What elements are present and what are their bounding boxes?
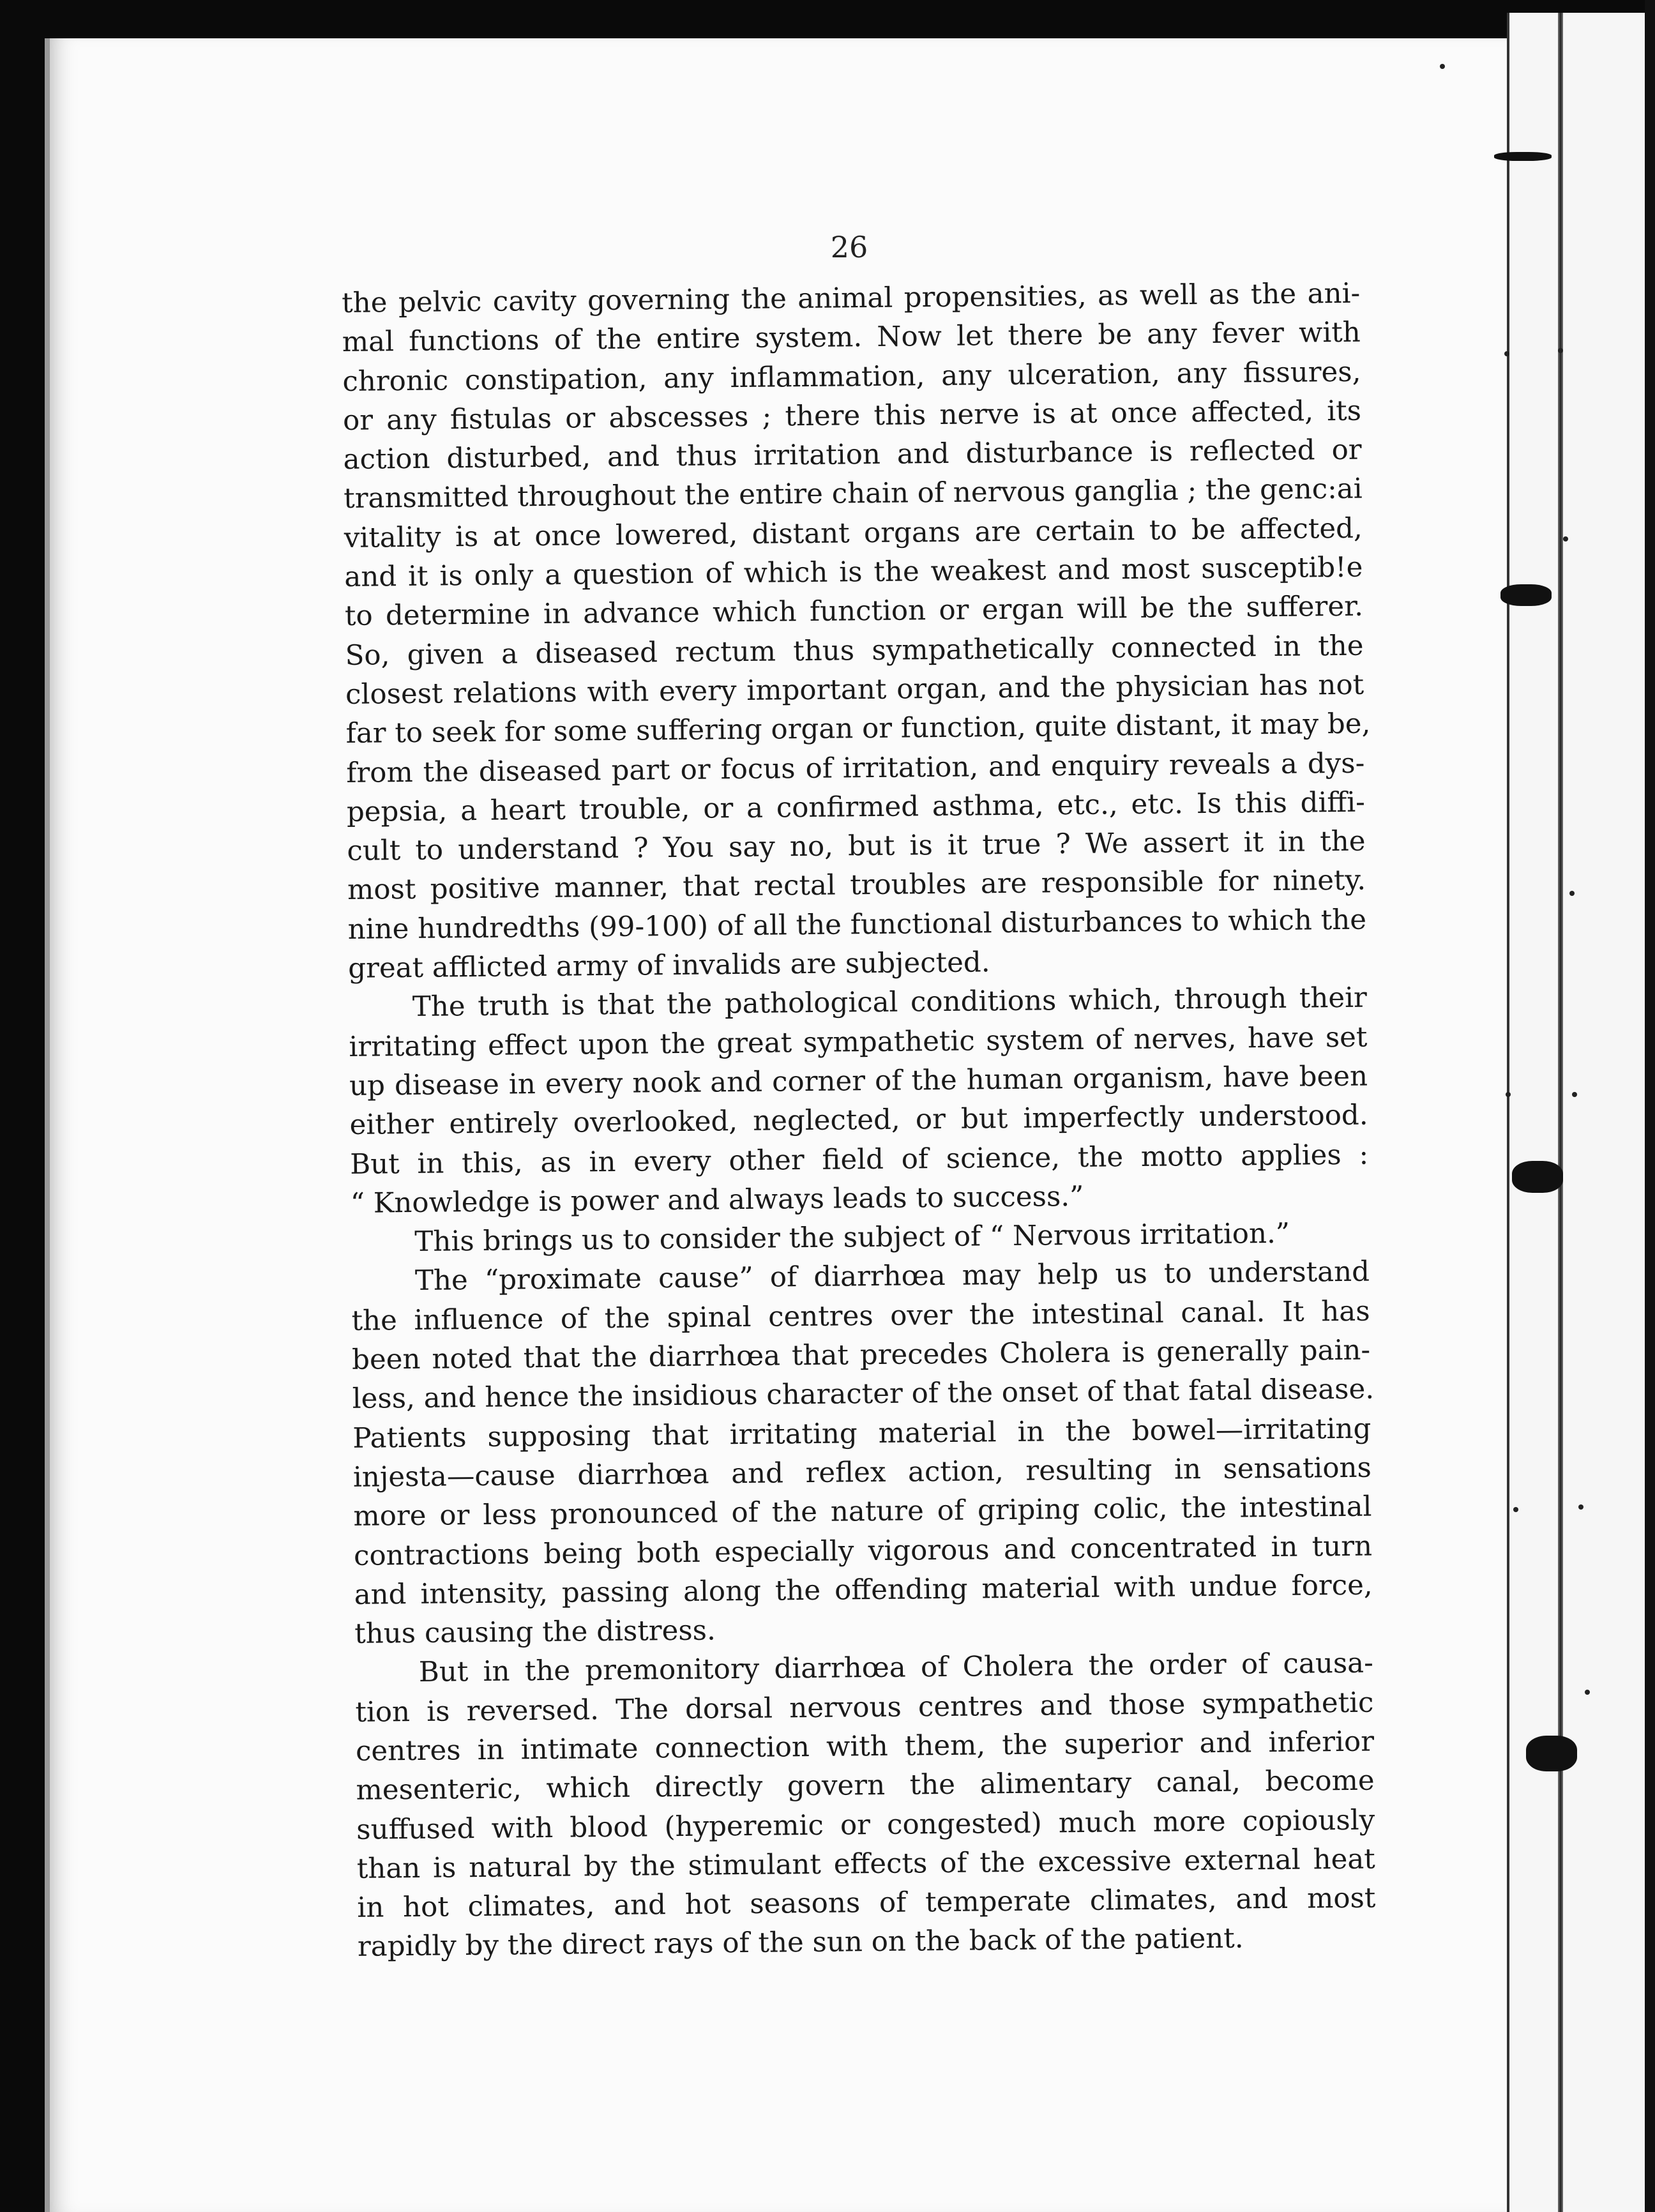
text-line: rapidly by the direct rays of the sun on the back of the patient. [357,1923,1244,1964]
text-line: to determine in advance which function or ergan will be the sufferer. [344,591,1364,633]
text-line: transmitted throughout the entire chain of nervous ganglia ; the genc:ai [343,473,1363,515]
text-line: chronic constipation, any inflammation, any ulceration, any fissures, [342,356,1361,398]
text-line: great afflicted army of invalids are subjected. [348,946,990,985]
text-line: suffused with blood (hyperemic or congested) much more copiously [356,1804,1375,1846]
binding-stitch [1494,152,1552,161]
text-line: cult to understand ? You say no, but is it true ? We assert it in the [347,825,1366,868]
text-line: either entirely overlooked, neglected, or but imperfectly understood. [349,1099,1368,1142]
text-line: in hot climates, and hot seasons of temperate climates, and most [357,1882,1376,1925]
text-line: But in the premonitory diarrhœa of Cholera the order of causa- [418,1647,1374,1689]
body-text [342,275,1376,1967]
page-mark [1513,1507,1518,1512]
text-line: This brings us to consider the subject of “ Nervous irritation.” [414,1217,1290,1259]
text-line: than is natural by the stimulant effects of the excessive external heat [356,1843,1375,1885]
text-line: thus causing the distress. [354,1614,716,1650]
text-line: the pelvic cavity governing the animal propensities, as well as the ani- [342,277,1361,319]
text-line: But in this, as in every other field of science, the motto applies : [349,1139,1369,1181]
text-line: vitality is at once lowered, distant organs are certain to be affected, [344,512,1363,554]
page-number: 26 [830,230,868,264]
text-line: and it is only a question of which is the weakest and most susceptib!e [344,551,1363,594]
text-line: nine hundredths (99-100) of all the functional disturbances to which the [347,904,1367,946]
text-line: and intensity, passing along the offending material with undue force, [354,1569,1373,1611]
text-line: up disease in every nook and corner of the human organism, have been [349,1060,1368,1102]
page-mark [1506,1092,1511,1097]
scan-right-edge [1645,0,1655,2212]
page-mark [1585,1690,1590,1695]
text-line: the influence of the spinal centres over the intestinal canal. It has [351,1295,1370,1337]
page-mark [1578,1504,1583,1510]
text-line: “ Knowledge is power and always leads to success.” [350,1180,1084,1220]
text-line: The truth is that the pathological conditions which, through their [412,981,1368,1024]
text-line: injesta—cause diarrhœa and reflex action, resulting in sensations [352,1451,1372,1494]
text-line: closest relations with every important organ, and the physician has not [345,669,1364,711]
text-line: irritating effect upon the great sympathetic system of nerves, have set [349,1021,1368,1063]
text-line: pepsia, a heart trouble, or a confirmed asthma, etc., etc. Is this diffi- [346,786,1366,828]
adjacent-page-edge [1507,13,1655,2212]
text-line: centres in intimate connection with them, the superior and inferior [355,1725,1375,1768]
text-line: tion is reversed. The dorsal nervous centres and those sympathetic [355,1686,1374,1729]
text-line: less, and hence the insidious character of the onset of that fatal disease. [352,1373,1375,1416]
text-line: far to seek for some suffering organ or function, quite distant, it may be, [345,708,1371,750]
text-line: most positive manner, that rectal troubles are responsible for ninety. [347,865,1366,907]
page-mark [1558,348,1563,353]
page-mark [1569,891,1575,896]
text-line: or any fistulas or abscesses ; there this nerve is at once affected, its [342,395,1362,437]
text-line: from the diseased part or focus of irritation, and enquiry reveals a dys- [346,747,1365,789]
binding-stitch [1500,584,1552,606]
page-mark [1563,536,1568,542]
text-line: mal functions of the entire system. Now let there be any fever with [342,316,1361,359]
text-line: So, given a diseased rectum thus sympathetically connected in the [345,630,1364,672]
page-mark [1504,351,1509,356]
text-line: been noted that the diarrhœa that precedes Cholera is generally pain- [351,1334,1371,1376]
page-mark [1440,64,1445,69]
text-line: more or less pronounced of the nature of griping colic, the intestinal [353,1490,1372,1533]
binding-stitch [1512,1161,1563,1193]
text-line: Patients supposing that irritating material in the bowel—irritating [352,1413,1372,1455]
page-mark [1572,1092,1577,1097]
binding-stitch [1526,1736,1577,1771]
text-line: contractions being both especially vigorous and concentrated in turn [353,1530,1373,1572]
text-line: The “proximate cause” of diarrhœa may help us to understand [414,1256,1370,1298]
text-line: mesenteric, which directly govern the alimentary canal, become [356,1764,1375,1807]
text-line: action disturbed, and thus irritation and disturbance is reflected or [343,434,1362,476]
binding-line [1558,13,1563,2212]
